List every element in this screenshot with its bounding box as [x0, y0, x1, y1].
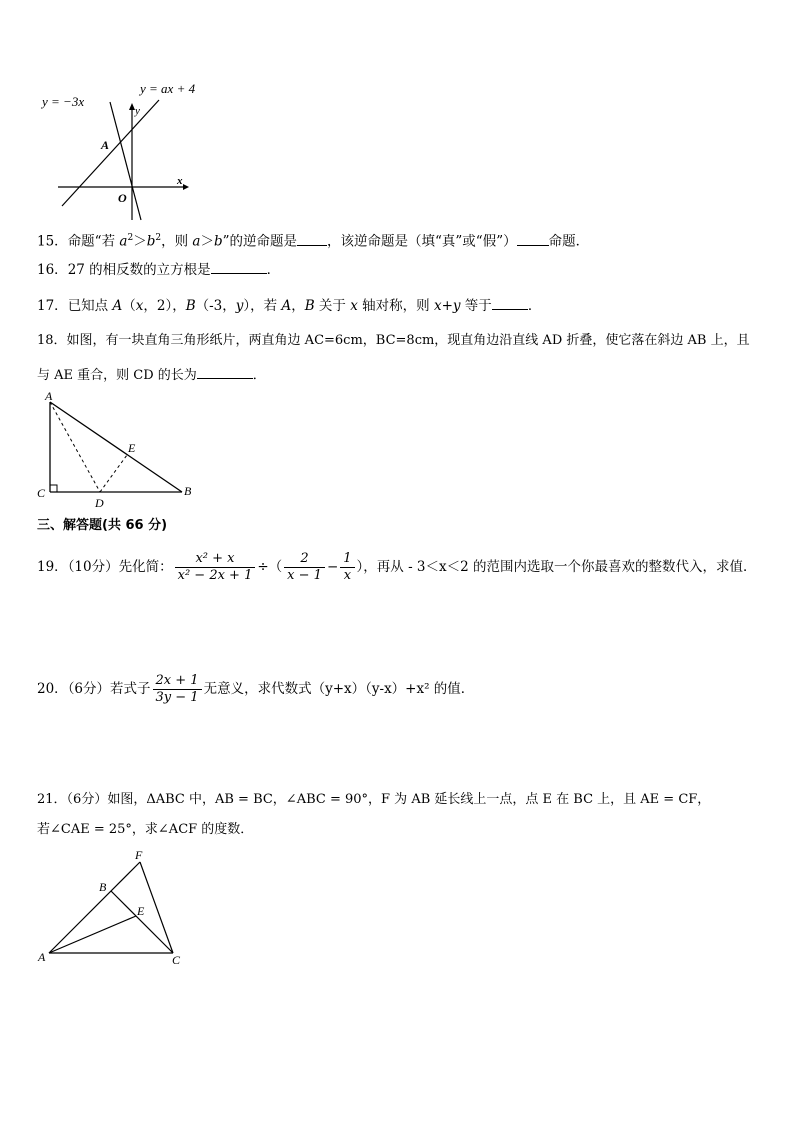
question-19: 19．（10分）先化简： $\frac{\text{x² + x}}{\text{x² − 2x + 1}}$ ÷（ $\frac{2}{x - 1}$ − $\frac{1}{x}$ ），再从 - 3＜x＜2 的范围内选取一个你最喜欢的整数代入，求值． [37, 551, 757, 583]
fig21-label-f: F [135, 848, 143, 862]
segment-ae [49, 916, 136, 953]
q19-fraction-3: $\frac{1}{x}$ [340, 551, 354, 584]
fig21-label-b: B [99, 880, 107, 894]
segment-fc [140, 862, 173, 953]
segment-bc [111, 891, 173, 953]
figure-21-triangle [35, 845, 195, 970]
x-axis-arrow [183, 184, 189, 190]
q16-blank[interactable] [211, 259, 267, 274]
fig14-origin: O [118, 191, 127, 205]
question-21-line1: 21．（6分）如图，ΔABC 中，AB = BC，∠ABC = 90°，F 为 AB 延长线上一点，点 E 在 BC 上，且 AE = CF， [37, 792, 711, 807]
q19-fraction-2: $\frac{2}{x - 1}$ [284, 551, 325, 584]
fig21-label-a: A [38, 950, 46, 964]
fig14-line2-label: y = ax + 4 [140, 81, 196, 96]
question-17: 17．已知点 A（x，2），B（-3，y），若 A，B 关于 x 轴对称，则 x+y 等于 ． [37, 295, 541, 316]
q20-fraction: $\frac{2x + 1}{3y - 1}$ [153, 673, 202, 706]
fig18-label-d: D [95, 496, 104, 510]
q15-blank-1[interactable] [297, 231, 327, 246]
question-15: 15．命题“若 $a^2>b^2$，则 a＞b”的逆命题是 ，该逆命题是（填“真”或“假”） 命题． [37, 228, 589, 252]
fig18-label-a: A [45, 389, 53, 403]
figure-18-triangle [35, 388, 200, 513]
fold-line-ad [50, 402, 100, 492]
question-16: 16．27 的相反数的立方根是 ． [37, 259, 280, 280]
question-18-line1: 18．如图，有一块直角三角形纸片，两直角边 AC=6cm，BC=8cm，现直角边沿直线 AD 折叠，使它落在斜边 AB 上，且 [37, 333, 750, 348]
right-angle-mark [50, 485, 57, 492]
side-ab [50, 402, 182, 492]
line-y-ax4 [62, 100, 159, 206]
fig18-label-c: C [37, 486, 46, 500]
fig21-label-c: C [172, 953, 181, 967]
segment-af [49, 862, 140, 953]
q18-blank[interactable] [197, 364, 253, 379]
section-3-heading: 三、解答题(共 66 分) [37, 518, 168, 533]
fig14-x-axis-label: x [177, 175, 183, 187]
figure-14-graph [35, 78, 205, 223]
fig21-label-e: E [137, 904, 145, 918]
question-20: 20．（6分）若式子 $\frac{2x + 1}{3y - 1}$ 无意义，求代数式（y+x）（y-x）+x² 的值． [37, 673, 475, 705]
fig18-label-b: B [184, 484, 192, 498]
q17-blank[interactable] [492, 295, 528, 310]
q19-fraction-1: $\frac{\text{x² + x}}{\text{x² − 2x + 1}}$ [175, 551, 256, 584]
fig14-point-a: A [101, 138, 110, 152]
fig14-y-axis-label: y [135, 105, 140, 117]
q15-blank-2[interactable] [517, 231, 549, 246]
question-18-line2: 与 AE 重合，则 CD 的长为 ． [37, 364, 266, 386]
fig18-label-e: E [128, 441, 136, 455]
fig14-line1-label: y = −3x [42, 94, 85, 109]
question-21-line2: 若∠CAE = 25°，求∠ACF 的度数． [37, 822, 254, 837]
segment-de [100, 455, 127, 492]
